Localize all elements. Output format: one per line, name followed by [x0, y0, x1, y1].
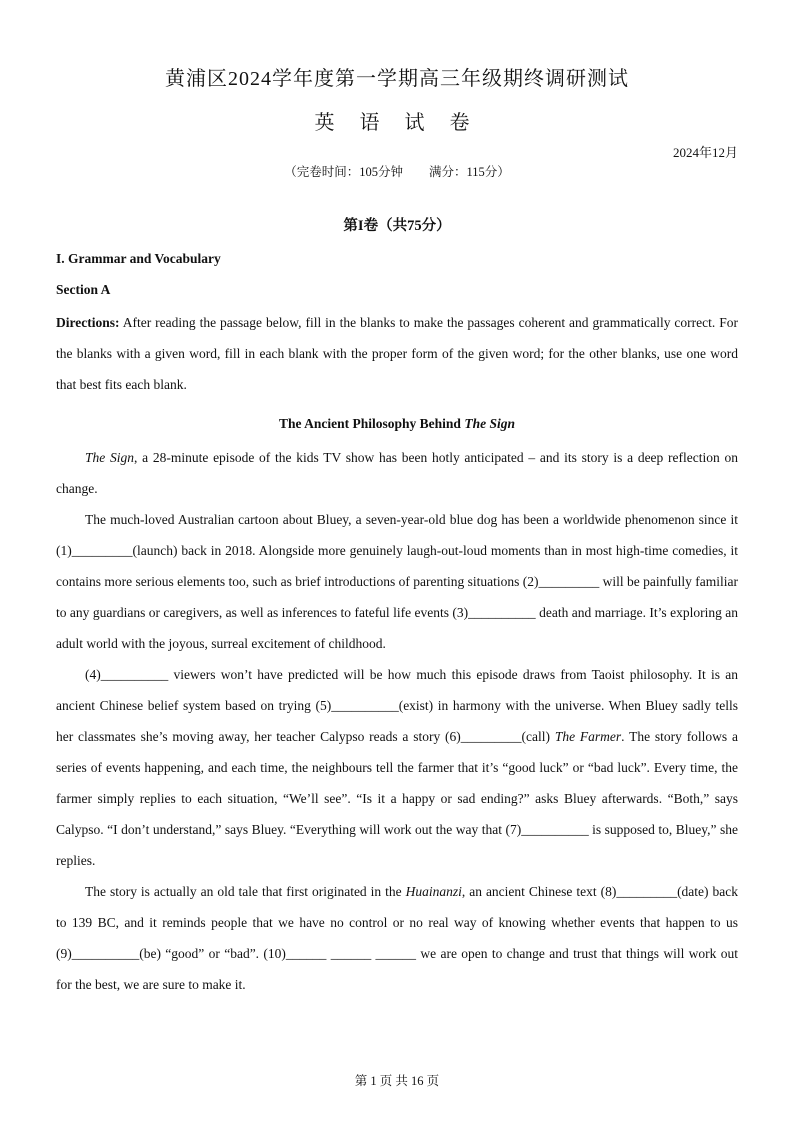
subtitle-char: 卷	[449, 112, 480, 134]
full-score: 满分：115分）	[428, 165, 510, 179]
paragraph-4-italic: Huainanzi	[405, 884, 462, 899]
paragraph-1-text: , a 28-minute episode of the kids TV show has been hotly anticipated – and its story is a deep reflection on change.	[56, 450, 738, 496]
exam-date: 2024年12月	[672, 145, 738, 160]
directions	[56, 307, 738, 400]
passage-body	[56, 442, 738, 1000]
paragraph-2	[56, 504, 738, 659]
subtitle-char: 英	[314, 112, 345, 134]
exam-info	[0, 162, 794, 180]
paragraph-3	[56, 659, 738, 876]
paragraph-1	[56, 442, 738, 504]
directions-label: Directions:	[56, 315, 120, 330]
paragraph-3-text-b: . The story follows a series of events happening, and each time, the neighbours tell the farmer that it’s “good luck” or “bad luck”. Every time, the farmer simply replies to each situation, “We’ll see”. “Is it a happy or sad ending?” asks Bluey afterwards. “Both,” says Calypso. “I don’t understand,” says Bluey. “Everything will work out the way that (7)__________ is supposed to, Bluey,” she replies.	[56, 729, 738, 868]
passage-title-italic: The Sign	[464, 416, 515, 431]
directions-text: After reading the passage below, fill in the blanks to make the passages coherent and grammatically correct. For the blanks with a given word, fill in each blank with the proper form of the given word; for the other blanks, use one word that best fits each blank.	[56, 315, 738, 392]
section-heading: I. Grammar and Vocabulary	[56, 251, 221, 266]
subtitle-char: 试	[404, 112, 435, 134]
exam-subtitle	[0, 106, 794, 135]
subtitle-char: 语	[359, 112, 390, 134]
passage-title-prefix: The Ancient Philosophy Behind	[279, 416, 465, 431]
exam-time: （完卷时间：105分钟	[284, 165, 403, 179]
paragraph-2-text: The much-loved Australian cartoon about Bluey, a seven-year-old blue dog has been a worldwide phenomenon since it (1)_________(launch) back in 2018. Alongside more genuinely laugh-out-loud moments than in most high-time comedies, it contains more serious elements too, such as brief introductions of parenting situations (2)_________ will be painfully familiar to any guardians or caregivers, as well as inferences to fateful life events (3)__________ death and marriage. It’s exploring an adult world with the joyous, surreal excitement of childhood.	[56, 512, 738, 651]
paragraph-4-text-a: The story is actually an old tale that first originated in the	[85, 884, 406, 899]
paragraph-3-italic: The Farmer	[554, 729, 622, 744]
exam-title: 黄浦区2024学年度第一学期高三年级期终调研测试	[165, 68, 629, 90]
paragraph-3-text-a: (4)__________ viewers won’t have predicted will be how much this episode draws from Taoist philosophy. It is an ancient Chinese belief system based on trying (5)__________(exist) in harmony with the universe. When Bluey sadly tells her classmates she’s moving away, her teacher Calypso reads a story (6)_________(call)	[56, 667, 738, 744]
paragraph-4-text-b: , an ancient Chinese text (8)_________(date) back to 139 BC, and it reminds people that we have no control or no real way of knowing whether events that happen to us (9)__________(be) “good” or “bad”. (10)______ ______ ______ we are open to change and trust that things will work out for the best, we are sure to make it.	[56, 884, 739, 992]
paragraph-1-italic: The Sign	[85, 450, 134, 465]
part-title: 第I卷（共75分）	[343, 218, 451, 234]
paragraph-4	[56, 876, 738, 1000]
page-footer: 第 1 页 共 16 页	[354, 1074, 440, 1088]
section-sub-heading: Section A	[56, 282, 111, 297]
passage-title	[0, 416, 794, 432]
